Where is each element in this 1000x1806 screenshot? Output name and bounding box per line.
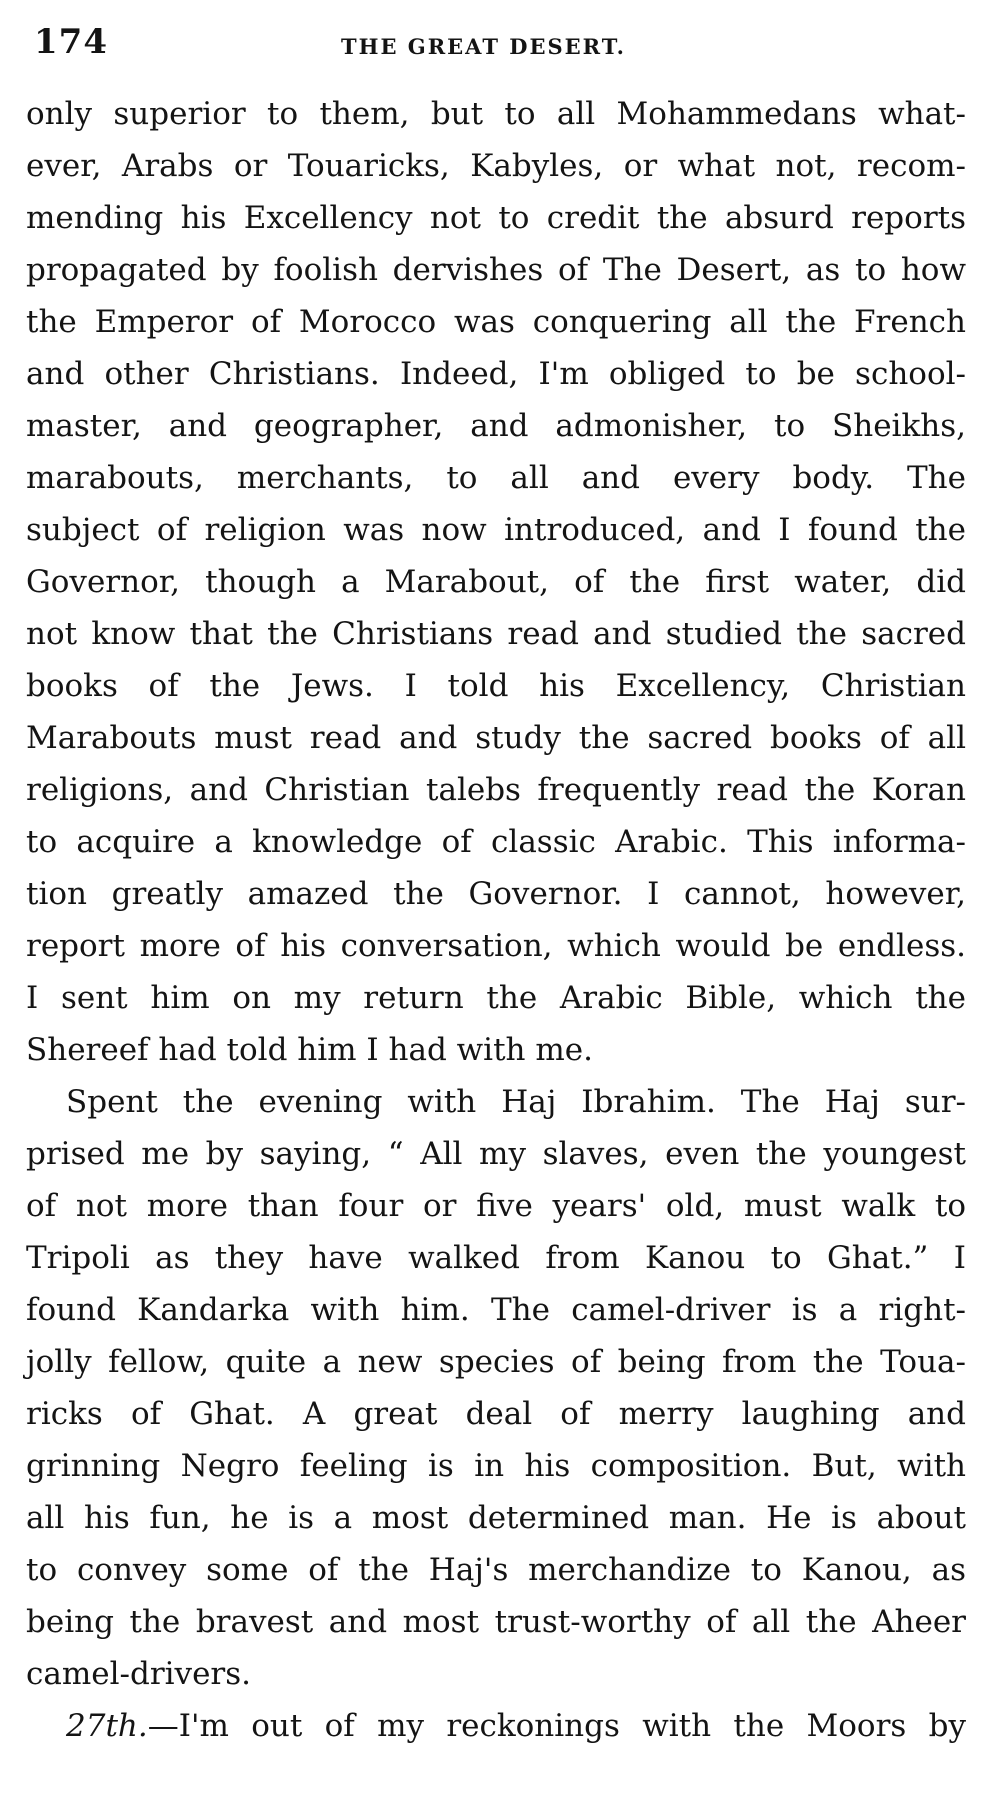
paragraph-end-line: Shereef had told him I had with me. [26,1032,593,1068]
text-line: to acquire a knowledge of classic Arabic. This informa- [26,824,966,860]
running-title: THE GREAT DESERT. [341,34,626,59]
text-line: mending his Excellency not to credit the absurd reports [26,200,966,236]
text-line: religions, and Christian talebs frequently read the Koran [26,772,966,808]
text-line: found Kandarka with him. The camel-driver is a right- [26,1292,966,1328]
text-line: the Emperor of Morocco was conquering all the French [26,304,966,340]
text-line: marabouts, merchants, to all and every body. The [26,460,966,496]
text-line: to convey some of the Haj's merchandize to Kanou, as [26,1552,966,1588]
text-line: and other Christians. Indeed, I'm obliged to be school- [26,356,966,392]
text-line: report more of his conversation, which would be endless. [26,928,966,964]
text-line: Marabouts must read and study the sacred books of all [26,720,966,756]
paragraph-end-line: camel-drivers. [26,1656,251,1692]
text-line: tion greatly amazed the Governor. I cannot, however, [26,876,966,912]
entry-text: —I'm out of my reckonings with the Moors by [147,1708,966,1744]
text-line: propagated by foolish dervishes of The Desert, as to how [26,252,966,288]
text-line: subject of religion was now introduced, and I found the [26,512,966,548]
text-line: ricks of Ghat. A great deal of merry laughing and [26,1396,966,1432]
text-line: ever, Arabs or Touaricks, Kabyles, or what not, recom- [26,148,966,184]
text-line: Governor, though a Marabout, of the first water, did [26,564,966,600]
paragraph-start-line: Spent the evening with Haj Ibrahim. The Haj sur- [66,1084,966,1120]
text-line: Tripoli as they have walked from Kanou to Ghat.” I [26,1240,966,1276]
body-text [26,88,966,1752]
text-line: books of the Jews. I told his Excellency, Christian [26,668,966,704]
text-line: grinning Negro feeling is in his composition. But, with [26,1448,966,1484]
text-line: being the bravest and most trust-worthy of all the Aheer [26,1604,966,1640]
text-line: all his fun, he is a most determined man. He is about [26,1500,966,1536]
text-line: not know that the Christians read and studied the sacred [26,616,966,652]
text-line: jolly fellow, quite a new species of being from the Toua- [26,1344,966,1380]
text-line: only superior to them, but to all Mohammedans what- [26,96,966,132]
text-line: of not more than four or five years' old, must walk to [26,1188,966,1224]
page-number: 174 [34,22,108,62]
text-line: master, and geographer, and admonisher, to Sheikhs, [26,408,966,444]
text-line: I sent him on my return the Arabic Bible, which the [26,980,966,1016]
page-header [26,18,976,70]
entry-date: 27th. [66,1708,148,1744]
book-page [26,18,976,1744]
text-line: prised me by saying, “ All my slaves, even the youngest [26,1136,966,1172]
dated-entry-line [26,1700,966,1752]
